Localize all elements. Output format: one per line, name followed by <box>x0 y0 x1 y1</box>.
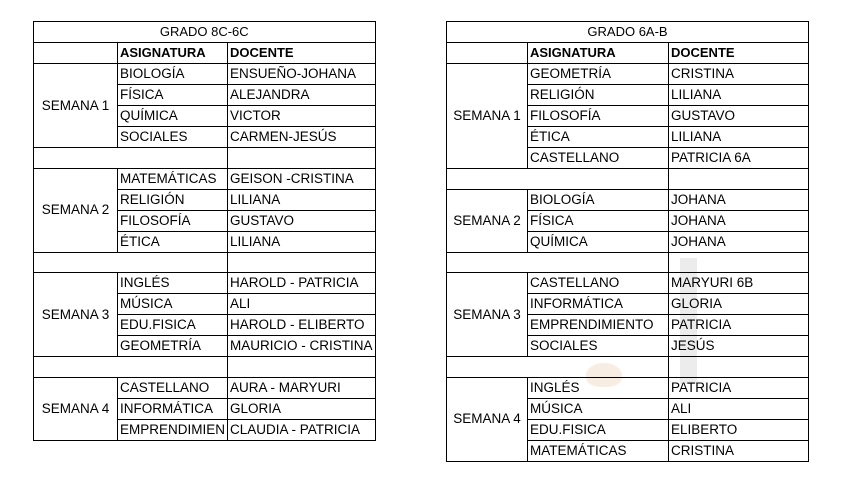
spacer-row <box>34 148 376 169</box>
teacher-cell: MAURICIO - CRISTINA <box>228 336 376 357</box>
teacher-cell: CRISTINA <box>669 64 809 85</box>
subject-cell: FILOSOFÍA <box>118 210 228 231</box>
subject-cell: SOCIALES <box>118 127 228 148</box>
title-row <box>447 22 809 43</box>
teacher-cell: CLAUDIA - PATRICIA <box>228 419 376 440</box>
spacer-cell <box>669 252 809 273</box>
subject-cell: INGLÉS <box>118 273 228 294</box>
subject-cell: QUÍMICA <box>528 231 669 252</box>
week-label: SEMANA 2 <box>34 168 118 252</box>
spacer-cell <box>34 252 228 273</box>
schedule-table-6a-b <box>446 21 809 462</box>
spacer-cell <box>228 357 376 378</box>
subject-cell: INFORMÁTICA <box>118 398 228 419</box>
table-title: GRADO 6A-B <box>447 22 809 43</box>
header-subject: ASIGNATURA <box>528 43 669 64</box>
schedule-body <box>34 22 376 441</box>
week-label: SEMANA 1 <box>34 64 118 148</box>
teacher-cell: GLORIA <box>669 294 809 315</box>
teacher-cell: LILIANA <box>228 231 376 252</box>
spacer-cell <box>669 169 809 190</box>
header-row <box>447 43 809 64</box>
teacher-cell: GUSTAVO <box>669 106 809 127</box>
schedule-table-8c-6c <box>33 21 376 441</box>
subject-cell: MÚSICA <box>528 398 669 419</box>
table-row <box>447 377 809 398</box>
spacer-row <box>34 357 376 378</box>
teacher-cell: GLORIA <box>228 398 376 419</box>
teacher-cell: JOHANA <box>669 189 809 210</box>
subject-cell: EDU.FISICA <box>528 419 669 440</box>
teacher-cell: ALI <box>228 294 376 315</box>
subject-cell: CASTELLANO <box>528 148 669 169</box>
week-label: SEMANA 1 <box>447 64 528 169</box>
teacher-cell: MARYURI 6B <box>669 273 809 294</box>
table-row <box>447 64 809 85</box>
subject-cell: GEOMETRÍA <box>528 64 669 85</box>
week-label: SEMANA 4 <box>447 377 528 461</box>
spacer-cell <box>34 148 228 169</box>
spacer-cell <box>447 169 669 190</box>
subject-cell: FÍSICA <box>118 85 228 106</box>
header-teacher: DOCENTE <box>228 43 376 64</box>
subject-cell: INFORMÁTICA <box>528 294 669 315</box>
spacer-cell <box>447 357 669 378</box>
teacher-cell: JESÚS <box>669 336 809 357</box>
table-row <box>34 273 376 294</box>
subject-cell: EMPRENDIMIENTO <box>528 315 669 336</box>
subject-cell: FÍSICA <box>528 210 669 231</box>
teacher-cell: ELIBERTO <box>669 419 809 440</box>
table-row <box>34 64 376 85</box>
teacher-cell: HAROLD - PATRICIA <box>228 273 376 294</box>
teacher-cell: JOHANA <box>669 210 809 231</box>
header-empty-cell <box>34 43 118 64</box>
subject-cell: CASTELLANO <box>118 377 228 398</box>
header-teacher: DOCENTE <box>669 43 809 64</box>
header-subject: ASIGNATURA <box>118 43 228 64</box>
teacher-cell: CRISTINA <box>669 440 809 461</box>
teacher-cell: ENSUEÑO-JOHANA <box>228 64 376 85</box>
subject-cell: CASTELLANO <box>528 273 669 294</box>
spacer-cell <box>669 357 809 378</box>
spacer-cell <box>34 357 228 378</box>
week-label: SEMANA 3 <box>447 273 528 357</box>
table-row <box>447 273 809 294</box>
spacer-row <box>447 169 809 190</box>
spacer-row <box>34 252 376 273</box>
subject-cell: FILOSOFÍA <box>528 106 669 127</box>
teacher-cell: ALEJANDRA <box>228 85 376 106</box>
teacher-cell: GUSTAVO <box>228 210 376 231</box>
table-row <box>34 377 376 398</box>
week-label: SEMANA 3 <box>34 273 118 357</box>
teacher-cell: AURA - MARYURI <box>228 377 376 398</box>
subject-cell: ÉTICA <box>118 231 228 252</box>
table-title: GRADO 8C-6C <box>34 22 376 43</box>
teacher-cell: JOHANA <box>669 231 809 252</box>
subject-cell: GEOMETRÍA <box>118 336 228 357</box>
subject-cell: MATEMÁTICAS <box>528 440 669 461</box>
teacher-cell: PATRICIA 6A <box>669 148 809 169</box>
subject-cell: MÚSICA <box>118 294 228 315</box>
subject-cell: ÉTICA <box>528 127 669 148</box>
subject-cell: QUÍMICA <box>118 106 228 127</box>
subject-cell: SOCIALES <box>528 336 669 357</box>
teacher-cell: PATRICIA <box>669 315 809 336</box>
spacer-row <box>447 252 809 273</box>
subject-cell: BIOLOGÍA <box>528 189 669 210</box>
teacher-cell: HAROLD - ELIBERTO <box>228 315 376 336</box>
table-row <box>34 168 376 189</box>
subject-cell: EMPRENDIMIEN <box>118 419 228 440</box>
teacher-cell: VICTOR <box>228 106 376 127</box>
subject-cell: RELIGIÓN <box>528 85 669 106</box>
teacher-cell: LILIANA <box>228 189 376 210</box>
week-label: SEMANA 2 <box>447 189 528 252</box>
subject-cell: MATEMÁTICAS <box>118 168 228 189</box>
header-empty-cell <box>447 43 528 64</box>
teacher-cell: PATRICIA <box>669 377 809 398</box>
subject-cell: RELIGIÓN <box>118 189 228 210</box>
subject-cell: INGLÉS <box>528 377 669 398</box>
subject-cell: EDU.FISICA <box>118 315 228 336</box>
subject-cell: BIOLOGÍA <box>118 64 228 85</box>
week-label: SEMANA 4 <box>34 377 118 440</box>
header-row <box>34 43 376 64</box>
spacer-cell <box>228 148 376 169</box>
spacer-row <box>447 357 809 378</box>
teacher-cell: LILIANA <box>669 85 809 106</box>
spacer-cell <box>228 252 376 273</box>
teacher-cell: LILIANA <box>669 127 809 148</box>
teacher-cell: ALI <box>669 398 809 419</box>
title-row <box>34 22 376 43</box>
teacher-cell: CARMEN-JESÚS <box>228 127 376 148</box>
table-row <box>447 189 809 210</box>
teacher-cell: GEISON -CRISTINA <box>228 168 376 189</box>
schedule-body <box>447 22 809 462</box>
spacer-cell <box>447 252 669 273</box>
